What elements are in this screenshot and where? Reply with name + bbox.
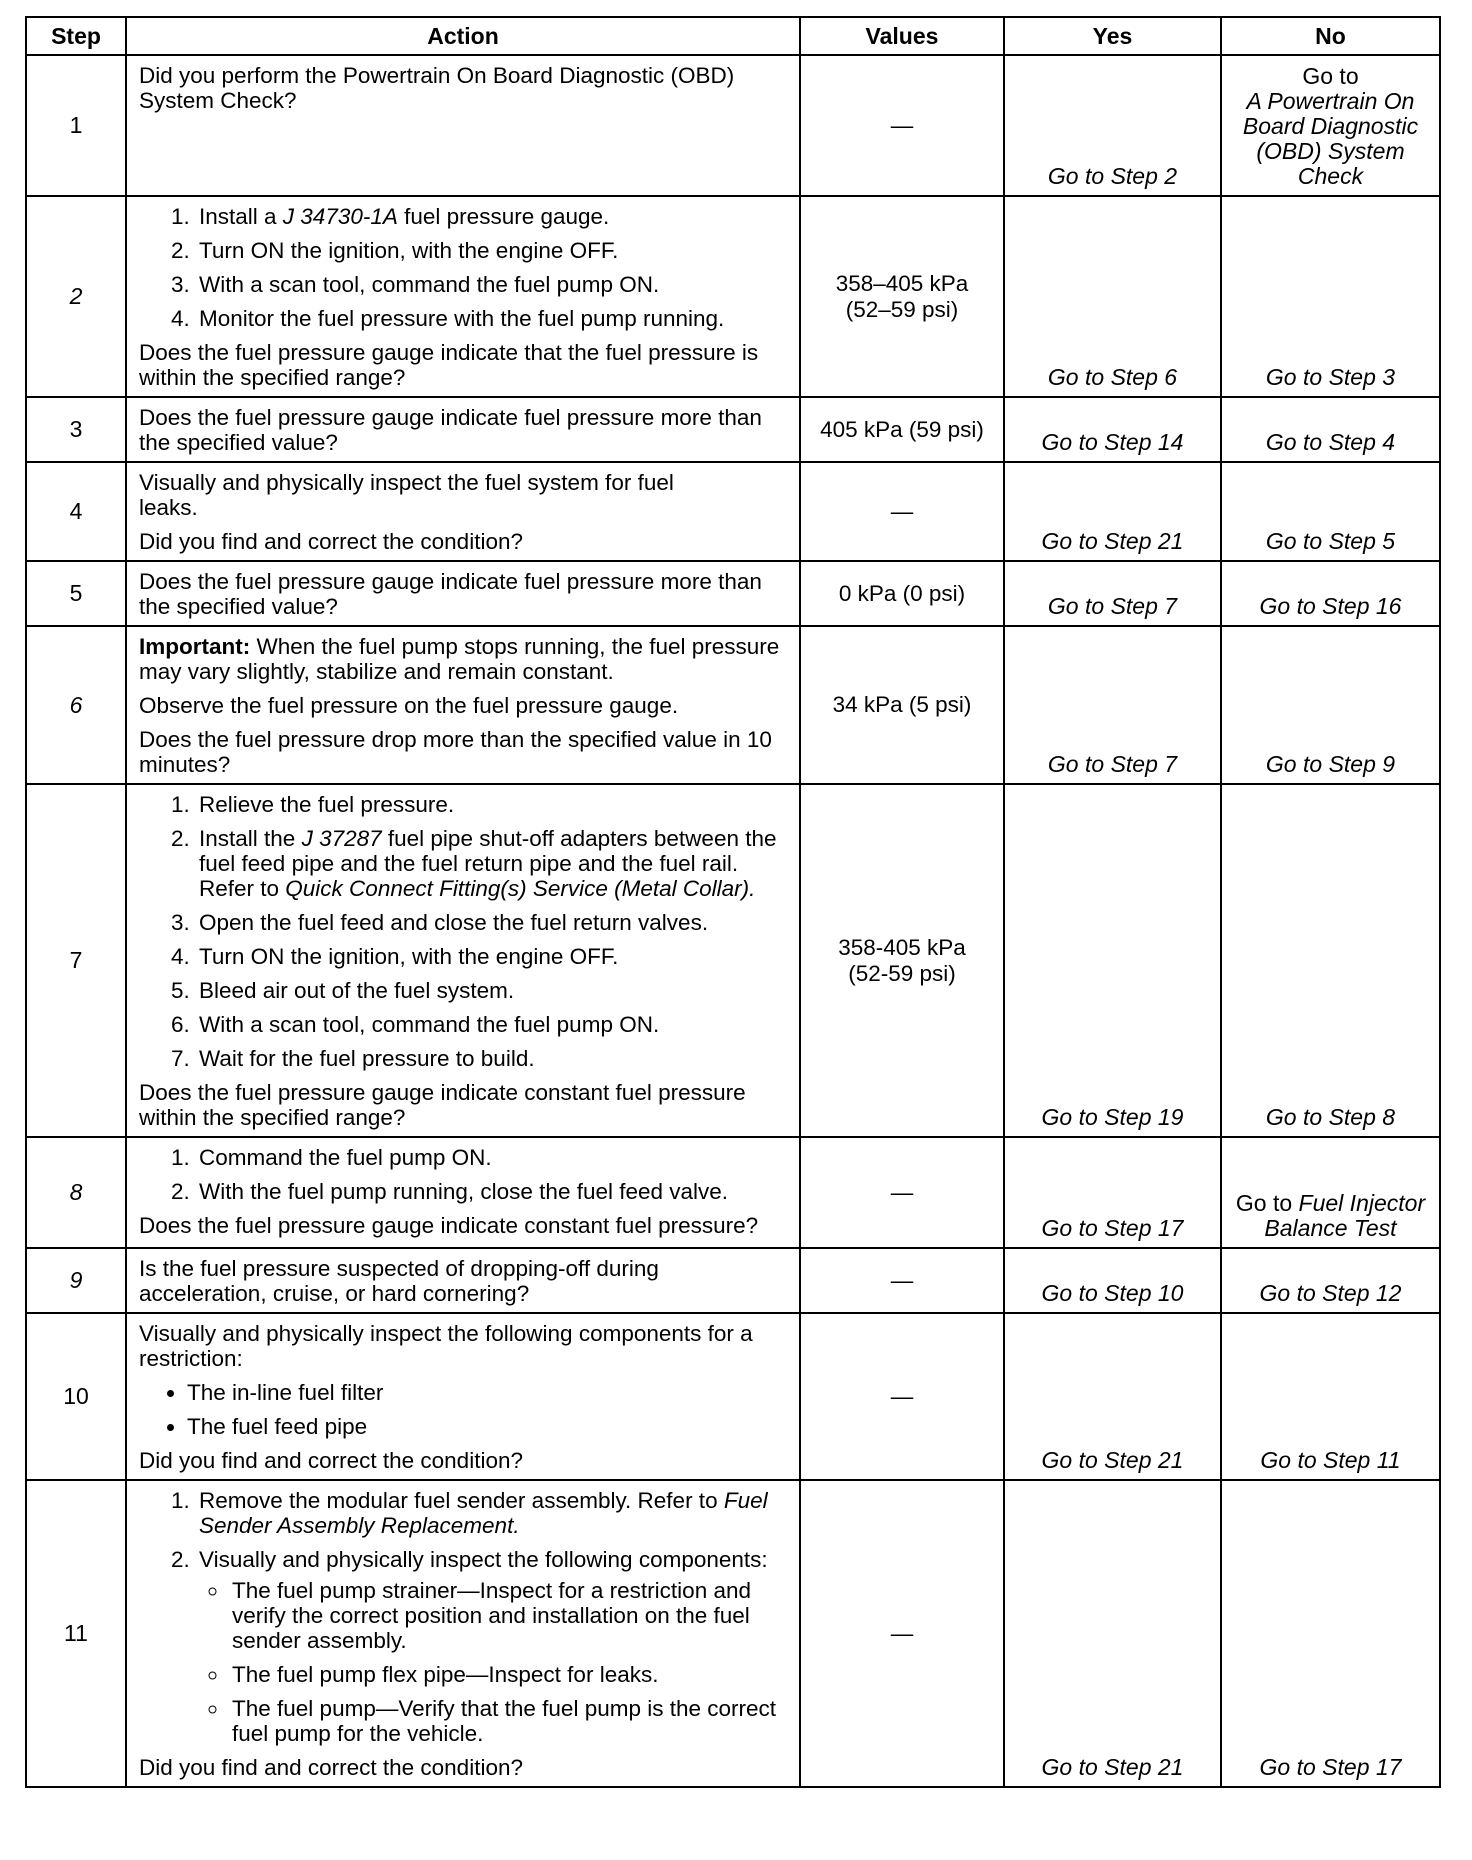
step-number: 2: [26, 196, 126, 397]
value-text: (52–59 psi): [845, 296, 959, 322]
header-yes: Yes: [1004, 17, 1221, 55]
value-cell: [800, 196, 1004, 397]
header-action: Action: [126, 17, 800, 55]
step-number: 4: [26, 462, 126, 561]
yes-link[interactable]: Go to Step 17: [1041, 1215, 1184, 1241]
question-text: Did you find and correct the condition?: [139, 529, 523, 554]
table-row-step-5: [26, 561, 1440, 626]
step-number: 7: [26, 784, 126, 1137]
yes-cell: [1004, 561, 1221, 626]
numbered-steps: [139, 792, 789, 1071]
list-item: ◦ The fuel pump—Verify that the fuel pump is the correct fuel pump for the vehicle.: [229, 1696, 789, 1746]
table-row-step-6: [26, 626, 1440, 784]
no-cell: [1221, 1137, 1440, 1248]
yes-cell: [1004, 55, 1221, 196]
list-item: 2. Turn ON the ignition, with the engine OFF.: [196, 238, 789, 263]
yes-link[interactable]: Go to Step 7: [1047, 751, 1178, 777]
list-item: • The fuel feed pipe: [187, 1414, 789, 1439]
list-item: 4. Turn ON the ignition, with the engine OFF.: [196, 944, 789, 969]
procedure-reference[interactable]: Fuel Sender Assembly Replacement.: [199, 1488, 768, 1538]
action-cell: [126, 196, 800, 397]
value-text: —: [890, 498, 914, 524]
value-cell: [800, 1248, 1004, 1313]
numbered-steps: [139, 1488, 789, 1746]
value-cell: [800, 561, 1004, 626]
value-text: —: [890, 112, 914, 138]
list-item: 1. Command the fuel pump ON.: [196, 1145, 789, 1170]
numbered-steps: [139, 204, 789, 331]
yes-link[interactable]: Go to Step 21: [1041, 1447, 1184, 1473]
list-item: ◦ The fuel pump flex pipe—Inspect for leaks.: [229, 1662, 789, 1687]
question-text: Does the fuel pressure gauge indicate that the fuel pressure is within the specified range?: [139, 340, 759, 390]
value-cell: [800, 626, 1004, 784]
step-number: 5: [26, 561, 126, 626]
action-text: Visually and physically inspect the fuel system for fuel leaks.: [139, 470, 674, 520]
list-item: 4. Monitor the fuel pressure with the fuel pump running.: [196, 306, 789, 331]
no-cell: [1221, 626, 1440, 784]
yes-cell: [1004, 397, 1221, 462]
yes-link[interactable]: Go to Step 2: [1047, 163, 1178, 189]
action-cell: [126, 397, 800, 462]
list-item: 3. Open the fuel feed and close the fuel return valves.: [196, 910, 789, 935]
value-text: —: [890, 1383, 914, 1409]
action-cell: [126, 1248, 800, 1313]
yes-link[interactable]: Go to Step 21: [1041, 528, 1184, 554]
yes-cell: [1004, 1313, 1221, 1480]
no-link[interactable]: Fuel Injector Balance Test: [1264, 1190, 1426, 1241]
value-text: 358–405 kPa: [835, 270, 969, 296]
yes-cell: [1004, 1137, 1221, 1248]
action-cell: [126, 626, 800, 784]
yes-link[interactable]: Go to Step 6: [1047, 364, 1178, 390]
yes-cell: [1004, 784, 1221, 1137]
no-cell: [1221, 1313, 1440, 1480]
value-text: 0 kPa (0 psi): [838, 580, 966, 606]
header-values: Values: [800, 17, 1004, 55]
value-text: —: [890, 1179, 914, 1205]
no-link[interactable]: Go to Step 8: [1265, 1104, 1396, 1130]
action-text: Visually and physically inspect the following components for a restriction:: [139, 1321, 753, 1371]
question-text: Does the fuel pressure gauge indicate fuel pressure more than the specified value?: [139, 569, 762, 619]
yes-cell: [1004, 462, 1221, 561]
no-link[interactable]: Go to Step 12: [1259, 1280, 1402, 1306]
no-cell: [1221, 1480, 1440, 1787]
question-text: Is the fuel pressure suspected of dropping-off during acceleration, cruise, or hard cornering?: [139, 1256, 659, 1306]
step-number: 11: [26, 1480, 126, 1787]
yes-cell: [1004, 626, 1221, 784]
action-cell: [126, 55, 800, 196]
header-row: [26, 17, 1440, 55]
no-prefix: Go to: [1235, 1190, 1299, 1216]
diagnostic-table: [25, 16, 1441, 1788]
value-cell: [800, 784, 1004, 1137]
step-number: 3: [26, 397, 126, 462]
question-text: Did you find and correct the condition?: [139, 1448, 523, 1473]
procedure-reference[interactable]: Quick Connect Fitting(s) Service (Metal Collar).: [285, 876, 756, 901]
no-cell: [1221, 462, 1440, 561]
tool-reference: J 37287: [301, 826, 382, 851]
header-step: Step: [26, 17, 126, 55]
important-note: Important: When the fuel pump stops running, the fuel pressure may vary slightly, stabilize and remain constant.: [139, 634, 780, 684]
list-item: 5. Bleed air out of the fuel system.: [196, 978, 789, 1003]
question-text: Does the fuel pressure gauge indicate constant fuel pressure?: [139, 1213, 759, 1238]
list-item: 2. Visually and physically inspect the following components: ◦ The fuel pump strainer—Inspect for a restriction and verify the correct position and installation on the fuel sender assembly. ◦ The fuel pump flex pipe—Inspect for leaks. ◦ The fuel pump—Verify that the fuel pump is the correct fuel pump for the vehicle.: [196, 1547, 789, 1746]
tool-reference: J 34730-1A: [282, 204, 398, 229]
no-link[interactable]: Go to Step 9: [1265, 751, 1396, 777]
numbered-steps: [139, 1145, 789, 1204]
list-item: 1. Remove the modular fuel sender assembly. Refer to Fuel Sender Assembly Replacement.: [196, 1488, 789, 1538]
table-row-step-2: [26, 196, 1440, 397]
question-text: Does the fuel pressure gauge indicate constant fuel pressure within the specified range?: [139, 1080, 746, 1130]
table-row-step-4: [26, 462, 1440, 561]
question-text: Does the fuel pressure gauge indicate fuel pressure more than the specified value?: [139, 405, 762, 455]
yes-link[interactable]: Go to Step 21: [1041, 1754, 1184, 1780]
important-label: Important:: [139, 634, 251, 659]
list-item: 7. Wait for the fuel pressure to build.: [196, 1046, 789, 1071]
value-cell: [800, 55, 1004, 196]
no-link[interactable]: Go to Step 5: [1265, 528, 1396, 554]
no-link[interactable]: Go to Step 17: [1259, 1754, 1402, 1780]
step-number: 1: [26, 55, 126, 196]
action-cell: [126, 1137, 800, 1248]
bullet-list: [199, 1578, 789, 1746]
no-cell: [1221, 196, 1440, 397]
list-item: 2. Install the J 37287 fuel pipe shut-off adapters between the fuel feed pipe and the fuel return pipe and the fuel rail. Refer to Quick Connect Fitting(s) Service (Metal Collar).: [196, 826, 789, 901]
table-row-step-8: [26, 1137, 1440, 1248]
step-number: 9: [26, 1248, 126, 1313]
no-cell: [1221, 397, 1440, 462]
list-item: 2. With the fuel pump running, close the fuel feed valve.: [196, 1179, 789, 1204]
list-item: • The in-line fuel filter: [187, 1380, 789, 1405]
list-item: 3. With a scan tool, command the fuel pump ON.: [196, 272, 789, 297]
yes-link[interactable]: Go to Step 14: [1041, 429, 1184, 455]
no-prefix: Go to: [1302, 63, 1359, 89]
question-text: Did you perform the Powertrain On Board Diagnostic (OBD) System Check?: [139, 63, 735, 113]
list-item: 1. Relieve the fuel pressure.: [196, 792, 789, 817]
yes-cell: [1004, 1480, 1221, 1787]
value-cell: [800, 1480, 1004, 1787]
no-link[interactable]: Go to Step 3: [1265, 364, 1396, 390]
list-item: ◦ The fuel pump strainer—Inspect for a restriction and verify the correct position and installation on the fuel sender assembly.: [229, 1578, 789, 1653]
no-cell: [1221, 784, 1440, 1137]
question-text: Does the fuel pressure drop more than the specified value in 10 minutes?: [139, 727, 772, 777]
no-link[interactable]: A Powertrain On Board Diagnostic (OBD) System Check: [1242, 88, 1419, 189]
value-cell: [800, 462, 1004, 561]
value-cell: [800, 1313, 1004, 1480]
question-text: Did you find and correct the condition?: [139, 1755, 523, 1780]
step-number: 8: [26, 1137, 126, 1248]
yes-link[interactable]: Go to Step 7: [1047, 593, 1178, 619]
no-link[interactable]: Go to Step 16: [1259, 593, 1402, 619]
action-cell: [126, 561, 800, 626]
step-number: 10: [26, 1313, 126, 1480]
action-text: Observe the fuel pressure on the fuel pressure gauge.: [139, 693, 679, 718]
yes-cell: [1004, 1248, 1221, 1313]
yes-cell: [1004, 196, 1221, 397]
step-number: 6: [26, 626, 126, 784]
value-text: 405 kPa (59 psi): [820, 416, 984, 442]
action-cell: [126, 1313, 800, 1480]
list-item: 1. Install a J 34730-1A fuel pressure gauge.: [196, 204, 789, 229]
action-cell: [126, 462, 800, 561]
diagnostic-sheet: [25, 16, 1441, 1788]
value-cell: [800, 1137, 1004, 1248]
header-no: No: [1221, 17, 1440, 55]
value-cell: [800, 397, 1004, 462]
no-cell: [1221, 561, 1440, 626]
value-text: —: [890, 1267, 914, 1293]
action-cell: [126, 1480, 800, 1787]
value-text: 34 kPa (5 psi): [832, 692, 972, 717]
yes-link[interactable]: Go to Step 19: [1041, 1104, 1184, 1130]
table-row-step-1: [26, 55, 1440, 196]
table-row-step-10: [26, 1313, 1440, 1480]
table-row-step-11: [26, 1480, 1440, 1787]
action-cell: [126, 784, 800, 1137]
value-text: (52-59 psi): [848, 960, 956, 986]
table-row-step-7: [26, 784, 1440, 1137]
table-row-step-3: [26, 397, 1440, 462]
value-text: —: [890, 1620, 914, 1646]
value-text: 358-405 kPa: [838, 934, 966, 960]
yes-link[interactable]: Go to Step 10: [1041, 1280, 1184, 1306]
no-cell: [1221, 1248, 1440, 1313]
bullet-list: [139, 1380, 789, 1439]
no-cell: [1221, 55, 1440, 196]
list-item: 6. With a scan tool, command the fuel pump ON.: [196, 1012, 789, 1037]
no-link[interactable]: Go to Step 4: [1265, 429, 1396, 455]
table-row-step-9: [26, 1248, 1440, 1313]
no-link[interactable]: Go to Step 11: [1260, 1447, 1401, 1473]
